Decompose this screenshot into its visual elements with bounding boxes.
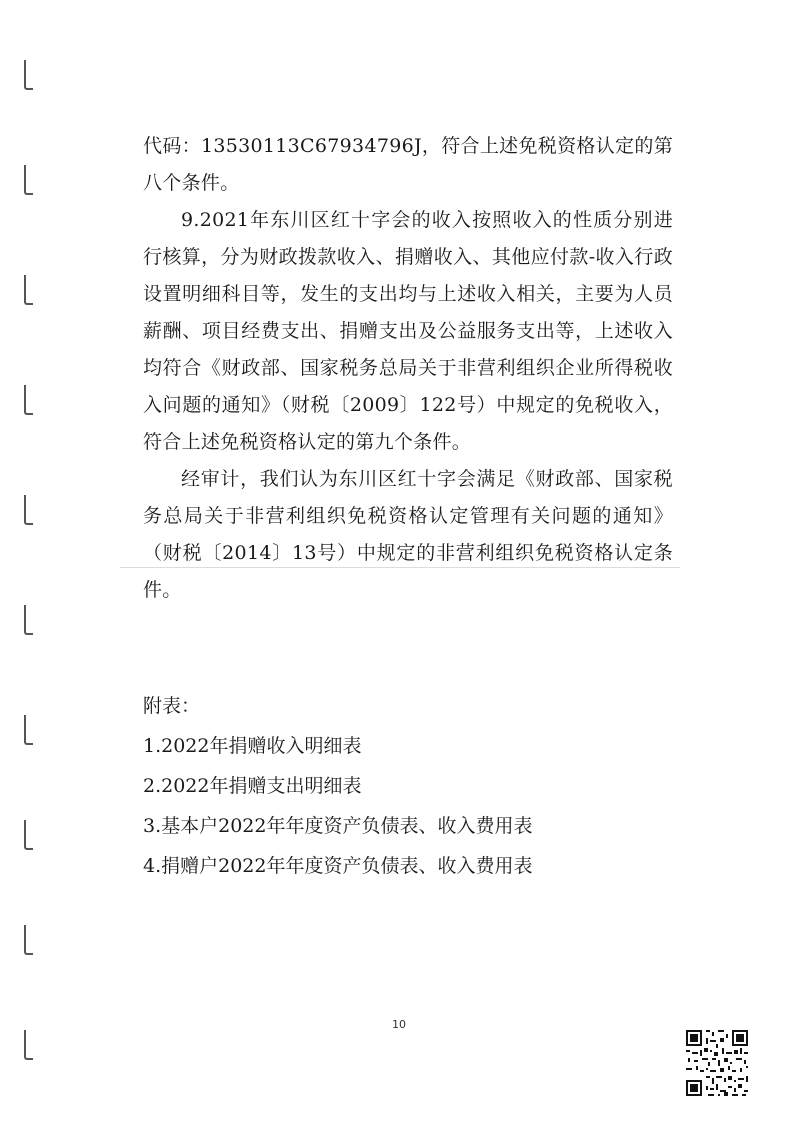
binding-mark-icon xyxy=(24,605,33,635)
paragraph-income-accounting: 9.2021年东川区红十字会的收入按照收入的性质分别进行核算，分为财政拨款收入、捐赠收入、其他应付款-收入行政设置明细科目等，发生的支出均与上述收入相关，主要为人员薪酬、项目经费支出、捐赠支出及公益服务支出等，上述收入均符合《财政部、国家税务总局关于非营利组织企业所得税收入问题的通知》（财税〔2009〕122号）中规定的免税收入，符合上述免税资格认定的第九个条件。 xyxy=(143,209,673,453)
binding-mark-icon xyxy=(24,60,33,90)
binding-mark-icon xyxy=(24,495,33,525)
binding-mark-icon xyxy=(24,385,33,415)
binding-mark-icon xyxy=(24,275,33,305)
appendix-item: 2.2022年捐赠支出明细表 xyxy=(143,775,362,797)
appendix-item: 3.基本户2022年年度资产负债表、收入费用表 xyxy=(143,815,533,837)
binding-mark-icon xyxy=(24,925,33,955)
qr-code-icon xyxy=(684,1028,750,1098)
body-text xyxy=(143,128,673,609)
binding-mark-icon xyxy=(24,715,33,745)
page-number: 10 xyxy=(392,1018,406,1031)
binding-mark-icon xyxy=(24,1030,33,1060)
binding-mark-icon xyxy=(24,165,33,195)
paragraph-audit-conclusion: 经审计，我们认为东川区红十字会满足《财政部、国家税务总局关于非营利组织免税资格认定管理有关问题的通知》（财税〔2014〕13号）中规定的非营利组织免税资格认定条件。 xyxy=(143,468,673,601)
appendix-title: 附表： xyxy=(143,695,201,717)
appendix-item: 4.捐赠户2022年年度资产负债表、收入费用表 xyxy=(143,855,533,877)
appendix-section xyxy=(143,686,673,886)
binding-mark-icon xyxy=(24,820,33,850)
paragraph-tax-code: 代码：13530113C67934796J，符合上述免税资格认定的第八个条件。 xyxy=(143,135,673,194)
appendix-item: 1.2022年捐赠收入明细表 xyxy=(143,735,362,757)
